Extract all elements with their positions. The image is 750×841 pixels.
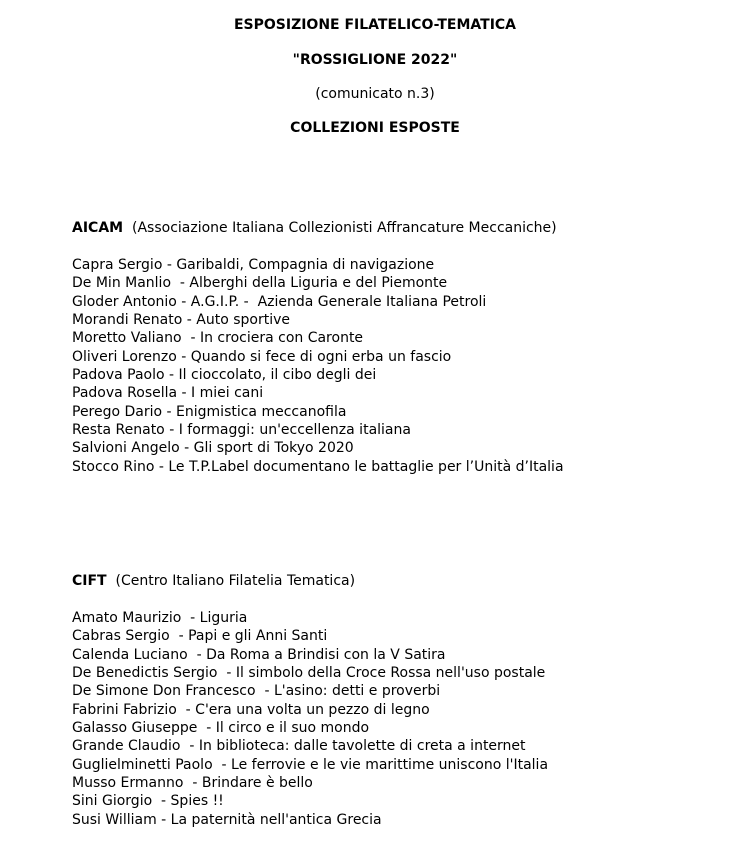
communique-number: (comunicato n.3) (315, 86, 435, 102)
section-description: (Centro Italiano Filatelia Tematica) (115, 573, 356, 589)
list-item: Perego Dario - Enigmistica meccanofila (72, 403, 347, 420)
list-item: Susi William - La paternità nell'antica Grecia (72, 811, 382, 828)
list-item: De Benedictis Sergio - Il simbolo della Croce Rossa nell'uso postale (72, 665, 546, 682)
list-item: Calenda Luciano - Da Roma a Brindisi con la V Satira (72, 646, 446, 663)
list-item: Sini Giorgio - Spies !! (72, 793, 224, 810)
list-item: Guglielminetti Paolo - Le ferrovie e le vie marittime uniscono l'Italia (72, 756, 549, 773)
list-item: De Simone Don Francesco - L'asino: detti e proverbi (72, 683, 441, 700)
section-abbr: AICAM (72, 220, 124, 236)
document-title: ESPOSIZIONE FILATELICO-TEMATICA (233, 17, 517, 33)
aicam-collection-list (72, 256, 564, 476)
list-item: Morandi Renato - Auto sportive (72, 312, 290, 329)
list-item: Amato Maurizio - Liguria (72, 610, 248, 626)
list-item: Padova Paolo - Il cioccolato, il cibo degli dei (72, 367, 377, 384)
list-item: Cabras Sergio - Papi e gli Anni Santi (72, 628, 328, 645)
section-cift-header (72, 572, 355, 590)
list-item: Galasso Giuseppe - Il circo e il suo mondo (72, 720, 370, 737)
section-abbr: CIFT (72, 573, 107, 589)
list-item: Fabrini Fabrizio - C'era una volta un pezzo di legno (72, 701, 430, 718)
section-aicam-header (72, 219, 557, 237)
list-item: Moretto Valiano - In crociera con Caronte (72, 330, 364, 347)
list-item: Gloder Antonio - A.G.I.P. - Azienda Generale Italiana Petroli (72, 293, 487, 310)
section-description: (Associazione Italiana Collezionisti Affrancature Meccaniche) (132, 220, 557, 236)
list-item: Oliveri Lorenzo - Quando si fece di ogni erba un fascio (72, 348, 452, 365)
cift-collection-list (72, 609, 548, 829)
list-item: Grande Claudio - In biblioteca: dalle tavolette di creta a internet (72, 738, 526, 755)
list-item: Resta Renato - I formaggi: un'eccellenza italiana (72, 422, 411, 439)
list-item: Stocco Rino - Le T.P.Label documentano le battaglie per l’Unità d’Italia (72, 458, 564, 475)
section-heading: COLLEZIONI ESPOSTE (290, 120, 460, 136)
event-name: "ROSSIGLIONE 2022" (292, 52, 458, 68)
list-item: Capra Sergio - Garibaldi, Compagnia di navigazione (72, 257, 435, 273)
list-item: Salvioni Angelo - Gli sport di Tokyo 2020 (72, 440, 354, 457)
list-item: Padova Rosella - I miei cani (72, 385, 264, 402)
list-item: Musso Ermanno - Brindare è bello (72, 775, 313, 792)
list-item: De Min Manlio - Alberghi della Liguria e del Piemonte (72, 275, 448, 292)
